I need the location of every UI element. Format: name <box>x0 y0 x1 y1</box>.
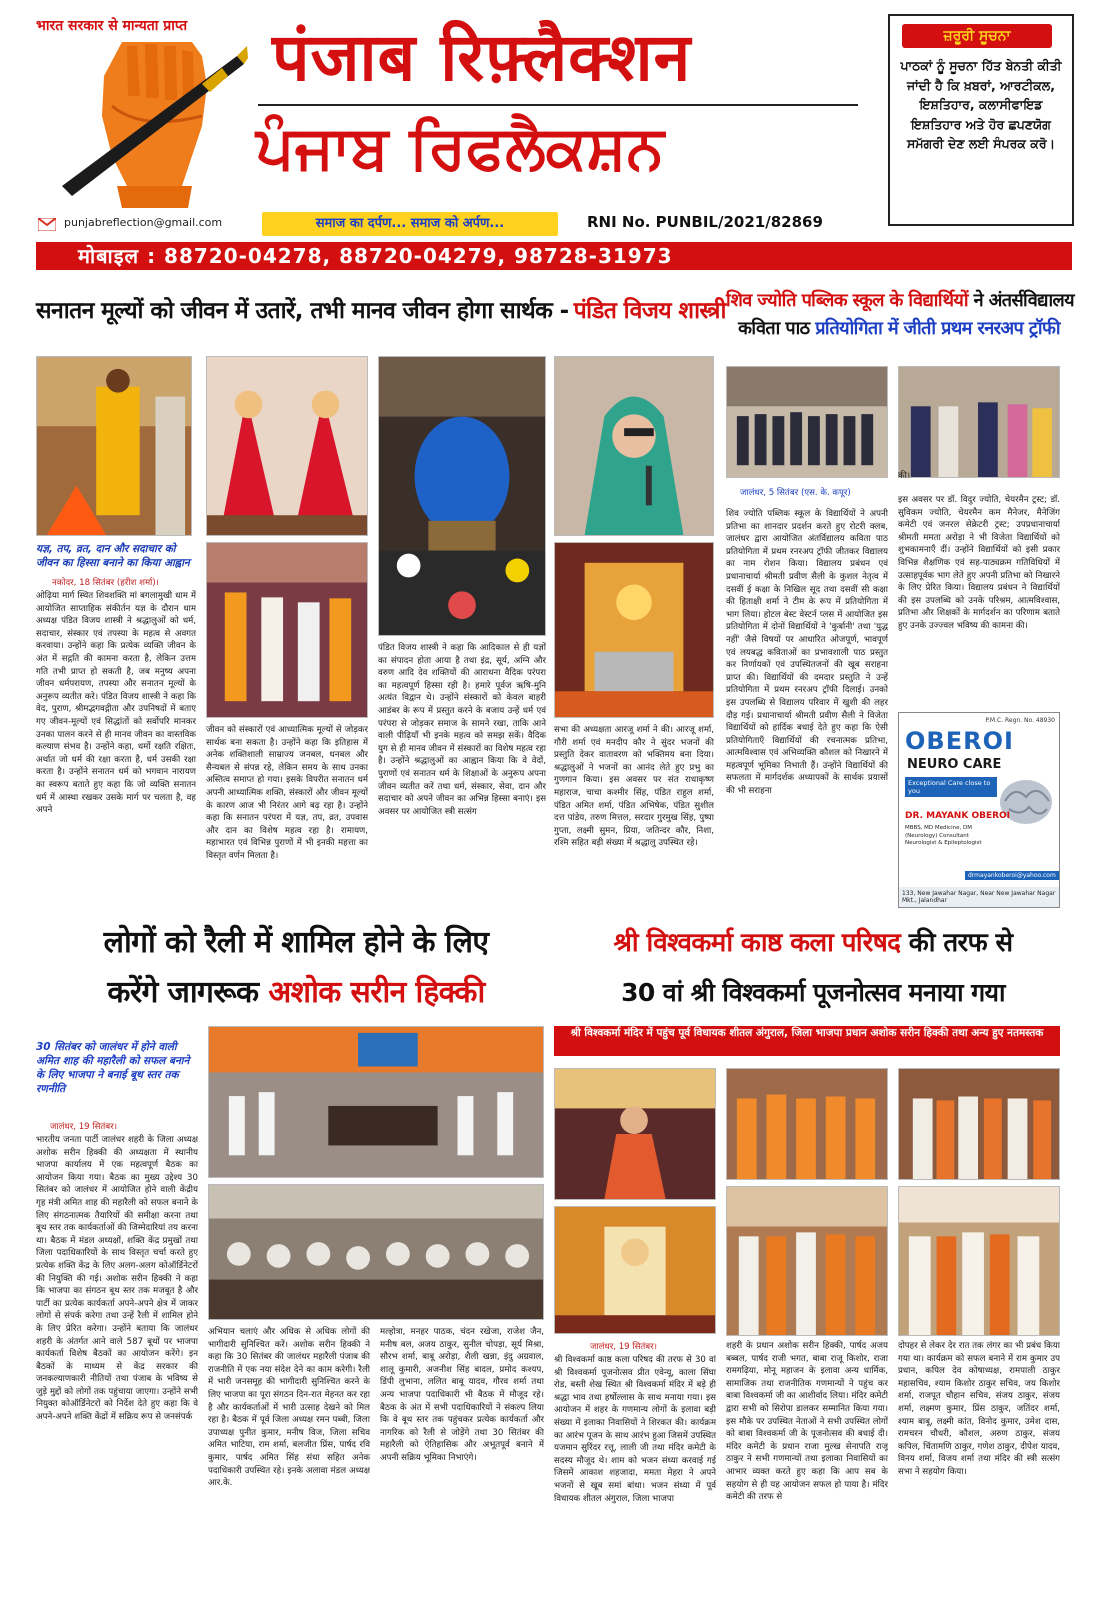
story3-subhead: 30 सितंबर को जालंधर में होने वाली अमित शाह की महारैली को सफल बनाने के लिए भाजपा ने बनाई बूथ स्तर तक रणनीति <box>36 1041 190 1095</box>
story3-headline <box>36 918 556 1018</box>
title-hindi: पंजाब रिफ़्लैक्शन <box>272 19 692 96</box>
story3-col1: भारतीय जनता पार्टी जालंधर शहरी के जिला अध्यक्ष अशोक सरीन हिक्की की अध्यक्षता में स्थानीय भाजपा कार्यालय में एक महत्वपूर्ण बैठक का आयोजन किया गया। बैठक का मुख्य उद्देश्य 30 सितंबर को जालंधर में आयोजित होने वाली केंद्रीय गृह मंत्री अमित शाह की महारैली को सफल बनाने के लिए संगठनात्मक तैयारियों की समीक्षा करना तथा बूथ स्तर तक कार्यकर्ताओं की जिम्मेदारियां तय करना था। बैठक में मंडल अध्यक्षों, शक्ति केंद्र प्रमुखों तथा जिला पदाधिकारियों के साथ विस्तृत चर्चा करते हुए प्रत्येक शक्ति केंद्र के लिए अलग-अलग कोऑर्डिनेटरों की नियुक्ति की गई। अशोक सरीन हिक्की ने कहा कि भाजपा का संगठन बूथ स्तर तक मजबूत है और पार्टी का प्रत्येक कार्यकर्ता अपने-अपने क्षेत्र में जाकर लोगों से संपर्क करेगा तथा उन्हें रैली में शामिल होने के लिए प्रेरित करेगा। उन्होंने बताया कि जालंधर शहरी के अंतर्गत आने वाले 587 बूथों पर भाजपा कार्यकर्ता विशेष बैठकों का आयोजन करेंगे। इन बैठकों के माध्यम से केंद्र सरकार की जनकल्याणकारी नीतियों तथा पंजाब के भविष्य से जुड़े मुद्दों को लोगों तक पहुंचाया जाएगा। उन्होंने सभी नियुक्त कोऑर्डिनेटरों को निर्देश देते हुए कहा कि वे अपने-अपने शक्ति केंद्रों में सक्रिय रूप से जनसंपर्क <box>36 1135 198 1423</box>
story1-col1: ओढ़िया मार्ग स्थित शिवशक्ति मां बगलामुखी धाम में आयोजित साप्ताहिक संकीर्तन यज्ञ के दौरान धाम अध्यक्ष पंडित विजय शास्त्री ने श्रद्धालुओं को धर्म, सदाचार, संस्कार एवं तपस्या के महत्व से अवगत करवाया। उन्होंने कहा कि प्रत्येक व्यक्ति जीवन के अंत में सद्गति की कामना करता है, लेकिन उत्तम गति तभी प्राप्त हो सकती है, जब मनुष्य अपना जीवन धर्मपरायण, तपस्या और सनातन मूल्यों के अनुरूप व्यतीत करे। पंडित विजय शास्त्री ने कहा कि वेद, पुराण, श्रीमद्भगवद्गीता और उपनिषदों में बताए गए जीवन-मूल्यों एवं सिद्धांतों को सर्वोपरि मानकर उनका पालन करने से ही मानव जीवन का वास्तविक कल्याण संभव है। उन्होंने कहा, धर्मो रक्षति रक्षितः, अर्थात जो धर्म की रक्षा करता है, धर्म उसकी रक्षा करता है। उन्होंने सनातन धर्म को भगवान नारायण का स्वरूप बताते हुए कहा कि जो व्यक्ति सनातन धर्म में आस्था रखकर उसके मार्ग पर चलता है, वह अपने <box>36 591 196 816</box>
story1-subhead: यज्ञ, तप, व्रत, दान और सदाचार को जीवन का हिस्सा बनाने का किया आह्वान <box>36 543 190 569</box>
photo-felicitation-3 <box>898 1068 1060 1180</box>
story2-headline <box>726 288 1072 344</box>
photo-felicitation-2 <box>726 1186 888 1336</box>
photo-vishwakarma-idol <box>554 1206 716 1334</box>
photo-deity-idols <box>206 356 368 536</box>
story3-col2: अभियान चलाएं और अधिक से अधिक लोगों की भागीदारी सुनिश्चित करें। अशोक सरीन हिक्की ने कहा कि 30 सितंबर की जालंधर महारैली पंजाब की राजनीति में एक नया संदेश देने का काम करेगी। रैली में भारी जनसमूह की भागीदारी सुनिश्चित करने के लिए भाजपा का पूरा संगठन दिन-रात मेहनत कर रहा है और कार्यकर्ताओं में भारी उत्साह देखने को मिल रहा है। बैठक में पूर्व जिला अध्यक्ष रमन पब्बी, जिला उपाध्यक्ष पुनीत कुमार, मनीष विज, जिला सचिव अमित भाटिया, राम शर्मा, बलजीत प्रिंस, पार्षद रवि कुमार, पार्षद अमित सिंह संधा सहित अनेक पदाधिकारी उपस्थित रहे। इनके अलावा मंडल अध्यक्ष आर.के. <box>208 1327 370 1489</box>
story2-col1: शिव ज्योति पब्लिक स्कूल के विद्यार्थियों ने अपनी प्रतिभा का शानदार प्रदर्शन करते हुए रोटरी क्लब, जालंधर द्वारा आयोजित अंतर्विद्यालय कविता पाठ प्रतियोगिता में प्रथम रनरअप ट्रॉफी जीतकर विद्यालय का नाम रोशन किया। विद्यालय प्रबंधन एवं प्रधानाचार्या श्रीमती प्रवीण सैली के कुशल नेतृत्व में दसवीं ई कक्षा के निखिल सूद तथा दसवीं सी कक्षा की हिताक्षी शर्मा ने टीम के रूप में प्रतियोगिता में भाग लिया। होटल बेस्ट वेस्टर्न प्लस में आयोजित इस प्रतियोगिता में दोनों विद्यार्थियों ने 'कुर्बानी' तथा 'युद्ध नहीं' जैसे विषयों पर आधारित ओजपूर्ण, भावपूर्ण एवं लयबद्ध कविताओं का प्रभावशाली पाठ प्रस्तुत कर निर्णायकों एवं उपस्थितजनों की खूब सराहना प्राप्त की। विद्यार्थियों की दमदार प्रस्तुति ने उन्हें प्रतियोगिता में प्रथम रनरअप ट्रॉफी दिलाई। उनको इस उपलब्धि से विद्यालय परिवार में खुशी की लहर दौड़ गई। प्रधानाचार्या श्रीमती प्रवीण सैली ने विजेता विद्यार्थियों को हार्दिक बधाई देते हुए कहा कि ऐसी प्रतियोगिताएँ विद्यार्थियों की रचनात्मक प्रतिभा, आत्मविश्वास एवं अभिव्यक्ति कौशल को निखारने में महत्वपूर्ण भूमिका निभाती हैं। उन्होंने विद्यार्थियों की सफलता में मार्गदर्शक अध्यापकों के सार्थक प्रयासों की भी सराहना <box>726 509 888 797</box>
story4-headline <box>554 918 1072 1018</box>
photo-woman-singing <box>554 356 714 536</box>
oberoi-ad[interactable] <box>898 712 1060 908</box>
email-text[interactable]: punjabreflection@gmail.com <box>64 216 223 229</box>
ad-doctor: DR. MAYANK OBEROI <box>905 811 1011 821</box>
story4-col3: दोपहर से लेकर देर रात तक लंगर का भी प्रबंध किया गया था। कार्यक्रम को सफल बनाने में राम कुमार उप प्रधान, कपिल देव कोषाध्यक्ष, रामपाली ठाकुर महासचिव, श्याम किशोर ठाकुर सचिव, जय किशोर शर्मा, राजपूत चौहान सचिव, संजय ठाकुर, संजय शर्मा, लक्ष्मण कुमार, प्रिंस ठाकुर, जतिंदर शर्मा, श्याम बाबू, लक्ष्मी कांत, विनोद कुमार, उमेश दास, रामचरन चौधरी, कौशल, अरुण ठाकुर, संजय कपिल, चिंतामणि ठाकुर, गणेश ठाकुर, दीपेश यादव, विनय शर्मा, विजय शर्मा तथा मंदिर की स्त्री सत्संग सभा ने सहयोग किया। <box>898 1341 1060 1477</box>
ad-email: drmayankoberoi@yahoo.com <box>965 871 1059 880</box>
title-divider <box>258 104 858 106</box>
photo-school-group <box>726 366 888 478</box>
story4-headline2: 30 वां श्री विश्वकर्मा पूजनोत्सव मनाया गया <box>621 978 1005 1007</box>
tagline: समाज का दर्पण... समाज को अर्पण... <box>262 212 558 236</box>
story1-headline-red: पंडित विजय शास्त्री <box>573 298 726 324</box>
story2-col2-top: की। <box>898 471 911 481</box>
photo-bhajan-singer <box>554 1068 716 1200</box>
ad-reg: P.M.C. Regn. No. 48930 <box>985 717 1055 724</box>
fist-pen-logo <box>52 36 248 208</box>
story4-caption: जालंधर, 19 सितंबर। <box>590 1342 657 1352</box>
story2-caption: जालंधर, 5 सितंबर (एस. के. कपूर) <box>740 488 851 498</box>
story4-headline1-red: श्री विश्वकर्मा काष्ठ कला परिषद <box>613 928 901 958</box>
email-row <box>38 216 222 229</box>
recognition-text: भारत सरकार से मान्यता प्राप्त <box>36 18 188 34</box>
story4-col2: शहरी के प्रधान अशोक सरीन हिक्की, पार्षद अजय बब्बल, पार्षद राजी भगत, बाबा राजू किशोर, राजा रामगढ़िया, मोनू महाजन के इलावा अन्य धार्मिक, सामाजिक तथा राजनीतिक गणमान्यों ने पहुंच कर बाबा विश्वकर्मा जी का आशीर्वाद लिया। मंदिर कमेटी द्वारा सभी को सिरोपा डालकर सम्मानित किया गया। इस मौके पर उपस्थित नेताओं ने सभी उपस्थित लोगों को बाबा विश्वकर्मा जी के पूजनोत्सव की बधाई दी। मंदिर कमेटी के प्रधान राजा मुल्ख सेनापति राजू ठाकुर ने सभी गणमान्यों तथा इलाका निवासियों का आभार व्यक्त करते हुए कहा कि आप सब के सहयोग से ही यह आयोजन सफल हो पाया है। मंदिर कमेटी की तरफ से <box>726 1341 888 1503</box>
story1-headline <box>36 284 726 338</box>
story1-col4: सभा की अध्यक्षता आरजू शर्मा ने की। आरजू शर्मा, गौरी शर्मा एवं मनदीप कौर ने सुंदर भजनों की प्रस्तुति देकर वातावरण को भक्तिमय बना दिया। श्रद्धालुओं ने भजनों का आनंद लेते हुए प्रभु का गुणगान किया। इस अवसर पर संत राधाकृष्ण महाराज, चाचा कश्मीर सिंह, पंडित राहुल शर्मा, पंडित अमित शर्मा, पंडित अभिषेक, पंडित सुशील दत्त पांडेय, तरुण मित्तल, सरदार गुरमुख सिंह, पुष्पा गुप्ता, लक्ष्मी सुमन, प्रिया, जतिन्दर कौर, निशा, रश्मि सहित बड़ी संख्या में श्रद्धालु उपस्थित रहे। <box>554 725 714 849</box>
story1-dateline: नकोदर, 18 सितंबर (हरीश शर्मा)। <box>52 578 159 588</box>
notice-box <box>888 14 1074 226</box>
story3-headline2-black: करेंगे जागरूक <box>107 975 259 1010</box>
gmail-icon <box>38 216 56 229</box>
photo-felicitation-1 <box>726 1068 888 1180</box>
story2-headline-blue: प्रतियोगिता में जीती प्रथम रनरअप ट्रॉफी <box>815 318 1060 339</box>
ad-creds: MBBS, MD Medicine, DM (Neurology) Consultant Neurologist & Epileptologist <box>905 825 982 846</box>
mobile-bar: मोबाइल : 88720-04278, 88720-04279, 98728-31973 <box>36 242 1072 270</box>
photo-shrine-offering <box>554 542 714 718</box>
story3-dateline: जालंधर, 19 सितंबर। <box>50 1122 117 1132</box>
masthead <box>0 0 1107 278</box>
ad-tagline: Exceptional Care close to you <box>905 777 997 797</box>
story3-col3: मल्होत्रा, मनहर पाठक, चंदन रखेजा, राजेश जैन, मनीष बल, अजय ठाकुर, सुनील चोपड़ा, सूर्य मिश्रा, सौरभ शर्मा, बाबू अरोड़ा, शैली खन्ना, इंदु अग्रवाल, शालू कुमारी, अजनीश सिंह बादल, प्रमोद कश्यप, डिंपी लुभाना, ललित बाबू यादव, गौरव शर्मा तथा अन्य भाजपा पदाधिकारी भी बैठक में मौजूद रहे। बैठक के अंत में सभी पदाधिकारियों ने संकल्प लिया कि वे बूथ स्तर तक पहुंचकर प्रत्येक कार्यकर्ता और नागरिक को रैली से जोड़ेंगे तथा 30 सितंबर की महारैली को ऐतिहासिक और अभूतपूर्व बनाने में अपनी सक्रिय भूमिका निभाएंगे। <box>380 1327 544 1463</box>
photo-bjp-meeting-crowd <box>208 1184 544 1320</box>
ad-name: OBEROI <box>905 727 1014 755</box>
ad-sub: NEURO CARE <box>907 757 1002 772</box>
story2-headline-black1: ने अंतर्सविद्यालय <box>973 290 1074 311</box>
brain-icon <box>997 775 1055 833</box>
title-punjabi: ਪੰਜਾਬ ਰਿਫਲੈਕਸ਼ਨ <box>256 113 665 183</box>
story3-headline2-red: अशोक सरीन हिक्की <box>268 975 485 1010</box>
notice-title: ਜ਼ਰੂਰੀ ਸੂਚਨਾ <box>902 24 1052 48</box>
story4-headline1-black: की तरफ से <box>908 928 1013 958</box>
story1-headline-black: सनातन मूल्यों को जीवन में उतारें, तभी मानव जीवन होगा सार्थक - <box>36 298 569 324</box>
photo-felicitation-4 <box>898 1186 1060 1336</box>
rni-number: RNI No. PUNBIL/2021/82869 <box>587 213 823 231</box>
story4-banner: श्री विश्वकर्मा मंदिर में पहुंच पूर्व विधायक शीतल अंगुराल, जिला भाजपा प्रधान अशोक सरीन हिक्की तथा अन्य हुए नतमस्तक <box>554 1026 1060 1056</box>
story4-col1: श्री विश्वकर्मा काष्ठ कला परिषद की तरफ से 30 वां श्री विश्वकर्मा पूजनोत्सव प्रीत एवेन्यू, काला सिंघा रोड, बस्ती शेख स्थित श्री विश्वकर्मा मंदिर में बड़े ही श्रद्धा भाव तथा हर्षोल्लास के साथ मनाया गया। इस आयोजन में शहर के गणमान्य लोगों के इलावा बड़ी संख्या में इलाका निवासियों ने शिरकत की। कार्यक्रम का आरंभ पूजन के साथ आरंभ हुआ जिसमें उपस्थित यजमान सुरिंदर रत्तू, लाली जी तथा मंदिर कमेटी के सदस्य मौजूद थे। शाम को भजन संध्या करवाई गई जिसमें आकाश शहजादा, ममता मेहरा ने अपने भजनों से खूब समां बांधा। भजन संध्या में पूर्व विधायक शीतल अंगुराल, जिला भाजपा <box>554 1355 716 1504</box>
ad-address: 133, New Jawahar Nagar, Near New Jawahar Nagar Mkt., Jalandhar <box>899 887 1060 907</box>
photo-shivling-decor <box>378 356 546 636</box>
story3-headline1: लोगों को रैली में शामिल होने के लिए <box>103 925 489 960</box>
story2-col2: इस अवसर पर डॉ. विदुर ज्योति, चेयरमैन ट्रस्ट; डॉ. सुविकम ज्योति, चेयरमैन कम मैनेजर, मैनेजिंग कमेटी एवं जनरल सेक्रेटरी ट्रस्ट; उपप्रधानाचार्या श्रीमती ममता अरोड़ा ने भी विजेता विद्यार्थियों को शुभकामनाएँ दीं। उन्होंने विद्यार्थियों को इसी प्रकार विभिन्न शैक्षणिक एवं सह-पाठ्यक्रम गतिविधियों में उत्साहपूर्वक भाग लेते हुए अपनी प्रतिभा को निखारने के लिए प्रेरित किया। विद्यालय प्रबंधन ने विद्यार्थियों की इस उपलब्धि को उनके परिश्रम, आत्मविश्वास, प्रतिभा और शिक्षकों के मार्गदर्शन का परिणाम बताते हुए उनके उज्ज्वल भविष्य की कामना की। <box>898 495 1060 631</box>
photo-devotees-temple <box>206 542 368 718</box>
story1-col2: जीवन को संस्कारों एवं आध्यात्मिक मूल्यों से जोड़कर सार्थक बना सकता है। उन्होंने कहा कि इतिहास में अनेक शक्तिशाली साम्राज्य जनबल, धनबल और सैन्यबल से संपन्न रहे, लेकिन समय के साथ उनका अस्तित्व समाप्त हो गया। इसके विपरीत सनातन धर्म अपनी आध्यात्मिक शक्ति, संस्कारों और जीवन मूल्यों के कारण आज भी निरंतर आगे बढ़ रहा है। उन्होंने कहा कि सनातन परंपरा में यज्ञ, तप, व्रत, उपवास और दान का विशेष महत्व रहा है। रामायण, महाभारत एवं विभिन्न पुराणों में भी इनकी महत्ता का विस्तृत वर्णन मिलता है। <box>206 725 368 861</box>
story2-headline-black2: कविता पाठ <box>738 318 810 339</box>
photo-bjp-meeting-hall <box>208 1026 544 1178</box>
photo-priest-yagya <box>36 356 192 536</box>
story1-col3: पंडित विजय शास्त्री ने कहा कि आदिकाल से ही यज्ञों का संपादन होता आया है तथा इंद्र, सूर्य, अग्नि और वरुण आदि देव शक्तियों की आराधना वैदिक परंपरा का महत्वपूर्ण हिस्सा रही है। हमारे पूर्वज ऋषि-मुनि अत्यंत विद्वान थे। उन्होंने संस्कारों को केवल बाहरी आडंबर के रूप में प्रस्तुत करने के बजाय उन्हें धर्म एवं परंपरा से जोड़कर समाज के सामने रखा, ताकि आने वाली पीढ़ियाँ भी इनके महत्व को समझ सकें। वैदिक युग से ही मानव जीवन में संस्कारों का विशेष महत्व रहा है। उन्होंने श्रद्धालुओं का आह्वान किया कि वे वेदों, पुराणों एवं सनातन धर्म के शिक्षाओं के अनुरूप अपना जीवन व्यतीत करें तथा धर्म, संस्कार, सेवा, दान और सदाचार को अपने जीवन का अभिन्न हिस्सा बनाएं। इस अवसर पर आयोजित स्त्री सत्संग <box>378 643 546 817</box>
notice-body: ਪਾਠਕਾਂ ਨੂੰ ਸੂਚਨਾ ਹਿੱਤ ਬੇਨਤੀ ਕੀਤੀ ਜਾਂਦੀ ਹੈ ਕਿ ਖ਼ਬਰਾਂ, ਆਰਟੀਕਲ, ਇਸ਼ਤਿਹਾਰ, ਕਲਾਸੀਫਾਇਡ ਇਸ਼ਤਿਹਾਰ ਅਤੇ ਹੋਰ ਛਪਣਯੋਗ ਸਮੱਗਰੀ ਦੇਣ ਲਈ ਸੰਪਰਕ ਕਰੋ। <box>900 58 1062 151</box>
photo-school-trophy <box>898 366 1060 478</box>
story2-headline-red: शिव ज्योति पब्लिक स्कूल के विद्यार्थियों <box>726 290 968 311</box>
